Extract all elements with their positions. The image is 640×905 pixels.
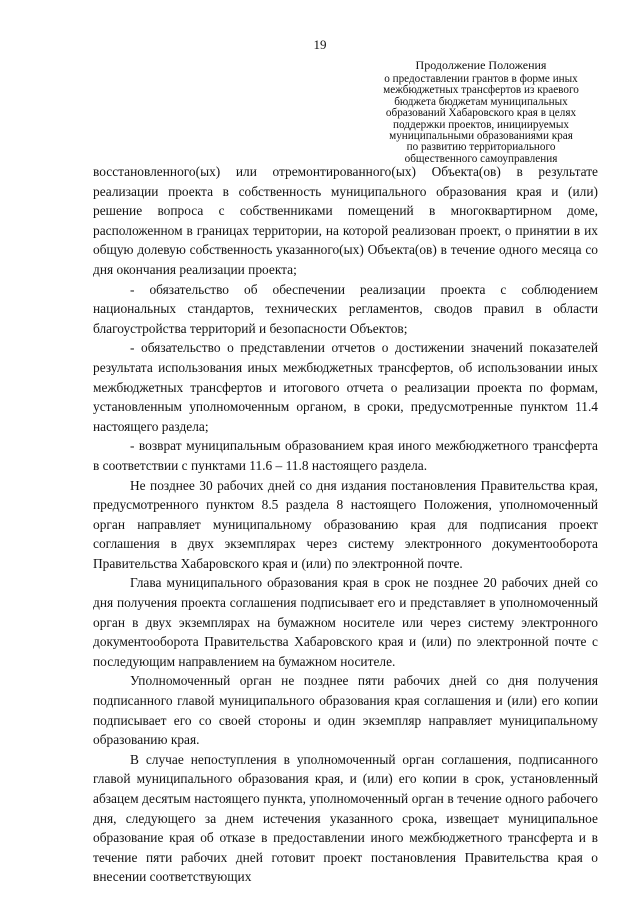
running-header	[362, 58, 600, 165]
header-line: бюджета бюджетам муниципальных	[394, 95, 568, 108]
body-text	[93, 162, 598, 887]
paragraph: - обязательство об обеспечении реализации проекта с соблюдением национальных стандартов, технических регламентов, сводов правил в области благоустройства территорий и безопасности Объектов;	[93, 281, 598, 336]
header-line: поддержки проектов, инициируемых	[393, 118, 569, 131]
header-line: образований Хабаровского края в целях	[385, 107, 577, 120]
paragraph: Не позднее 30 рабочих дней со дня издания постановления Правительства края, предусмотренного пунктом 8.5 раздела 8 настоящего Положения, уполномоченный орган направляет муниципальному образованию края для подписания проект соглашения в двух экземплярах через систему электронного документооборота Правительства Хабаровского края и (или) по электронной почте.	[93, 477, 598, 571]
paragraph: - обязательство о представлении отчетов о достижении значений показателей результата использования иных межбюджетных трансфертов, об использовании иных межбюджетных трансфертов и итогового отчета о реализации проекта по формам, установленным уполномоченным органом, в сроки, предусмотренные пунктом 11.4 настоящего раздела;	[93, 340, 598, 434]
header-line: о предоставлении грантов в форме иных	[384, 73, 578, 85]
paragraph: - возврат муниципальным образованием края иного межбюджетного трансферта в соответствии с пунктами 11.6 – 11.8 настоящего раздела.	[93, 438, 598, 473]
header-line: общественного самоуправления	[404, 152, 558, 165]
header-title: Продолжение Положения	[415, 58, 547, 72]
paragraph: восстановленного(ых) или отремонтированного(ых) Объекта(ов) в результате реализации проекта в собственность муниципального образования края и (или) решение вопроса с собственниками помещений в многоквартирном доме, расположенном в границах территории, на которой реализован проект, о принятии в их общую долевую собственность указанного(ых) Объекта(ов) в течение одного месяца со дня окончания реализации проекта;	[93, 164, 598, 277]
paragraph: Глава муниципального образования края в срок не позднее 20 рабочих дней со дня получения проекта соглашения подписывает его и представляет в уполномоченный орган в двух экземплярах на бумажном носителе или через систему электронного документооборота Правительства Хабаровского края и (или) по электронной почте с последующим направлением на бумажном носителе.	[93, 575, 598, 669]
page-number: 19	[313, 37, 327, 52]
paragraph: Уполномоченный орган не позднее пяти рабочих дней со дня получения подписанного главой муниципального образования края соглашения и (или) его копии подписывает его со своей стороны и один экземпляр направляет муниципальному образованию края.	[93, 673, 598, 748]
header-line: муниципальными образованиями края	[389, 130, 573, 143]
header-line: по развитию территориального	[406, 141, 556, 154]
paragraph: В случае непоступления в уполномоченный орган соглашения, подписанного главой муниципального образования края, и (или) его копии в срок, установленный абзацем десятым настоящего пункта, уполномоченный орган в течение одного рабочего дня, следующего за днем истечения указанного срока, извещает муниципальное образование края об отказе в предоставлении иного межбюджетного трансферта и в течение пяти рабочих дней готовит проект постановления Правительства края о внесении соответствующих	[93, 751, 598, 885]
header-line: межбюджетных трансфертов из краевого	[383, 84, 579, 97]
